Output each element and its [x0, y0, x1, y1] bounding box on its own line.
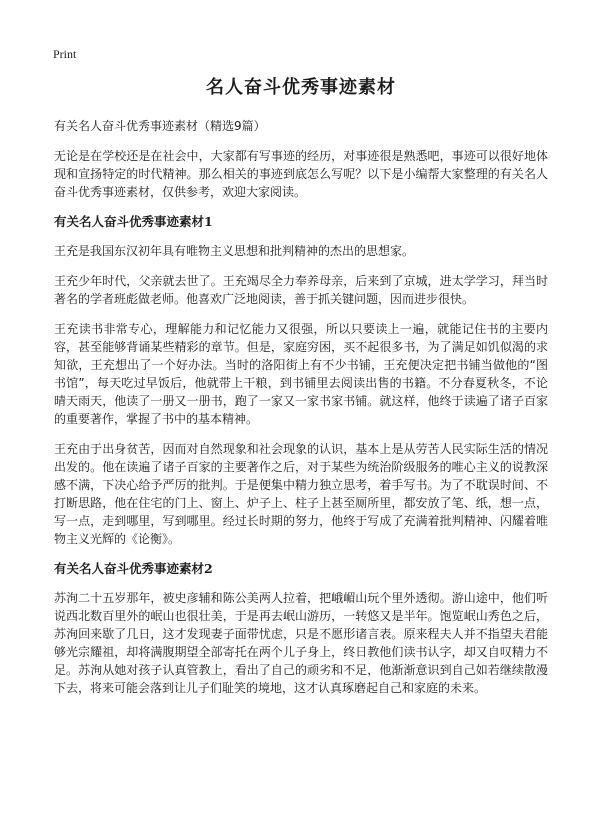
article-subtitle: 有关名人奋斗优秀事迹素材（精选9篇）	[54, 119, 266, 133]
print-link[interactable]: Print	[53, 47, 77, 61]
page-title: 名人奋斗优秀事迹素材	[206, 77, 396, 98]
section-paragraph: 王充读书非常专心，理解能力和记忆能力又很强，所以只要读上一遍，就能记住书的主要内容，甚至能够背诵某些精彩的章节。但是，家庭穷困，买不起很多书，为了满足如饥似渴的求知欲，王充想出了一个好办法。当时的洛阳街上有不少书铺，王充便决定把书铺当做他的“图书馆”，每天吃过早饭后，他就带上干粮，到书铺里去阅读出售的书籍。不分春夏秋冬，不论晴天雨天，他读了一册又一册书，跑了一家又一家书家书铺。就这样，他终于读遍了诸子百家的重要著作，掌握了书中的基本精神。	[54, 322, 548, 426]
section-paragraph: 王充少年时代，父亲就去世了。王充竭尽全力奉养母亲，后来到了京城，进太学学习，拜当时著名的学者班彪做老师。他喜欢广泛地阅读，善于抓关键问题，因而进步很快。	[54, 274, 548, 306]
section-paragraph: 苏洵二十五岁那年，被史彦辅和陈公美两人拉着，把峨嵋山玩个里外透彻。游山途中，他们听说西北数百里外的岷山也很壮美，于是再去岷山游历，一转悠又是半年。饱览岷山秀色之后，苏洵回来歇了几日，这才发现妻子面带忧虑，只是不愿形诸言表。原来程夫人并不指望夫君能够光宗耀祖，却将满腹期望全部寄托在两个儿子身上，终日教他们读书认字，却又自叹精力不足。苏洵从她对孩子认真管教上，看出了自己的顽劣和不足，他渐渐意识到自己如若继续散漫下去，将来可能会落到让儿子们耻笑的境地，这才认真琢磨起自己和家庭的未来。	[54, 591, 548, 695]
section-heading: 有关名人奋斗优秀事迹素材2	[54, 561, 213, 576]
intro-paragraph: 无论是在学校还是在社会中，大家都有写事迹的经历，对事迹很是熟悉吧，事迹可以很好地体现和宣扬特定的时代精神。那么相关的事迹到底怎么写呢？以下是小编帮大家整理的有关名人奋斗优秀事迹素材，仅供参考，欢迎大家阅读。	[54, 149, 548, 199]
section-paragraph: 王充是我国东汉初年具有唯物主义思想和批判精神的杰出的思想家。	[54, 244, 415, 258]
section-paragraph: 王充由于出身贫苦，因而对自然现象和社会现象的认识，基本上是从劳苦人民实际生活的情况出发的。他在读遍了诸子百家的主要著作之后，对于某些为统治阶级服务的唯心主义的说教深感不满，下决心给予严厉的批判。于是便集中精力独立思考，着手写书。为了不耽误时间、不打断思路，他在住宅的门上、窗上、炉子上、柱子上甚至厕所里，都安放了笔、纸，想一点，写一点，走到哪里，写到哪里。经过长时期的努力，他终于写成了充满着批判精神、闪耀着唯物主义光辉的《论衡》。	[54, 442, 548, 546]
article	[54, 76, 548, 709]
section-heading: 有关名人奋斗优秀事迹素材1	[54, 214, 213, 229]
